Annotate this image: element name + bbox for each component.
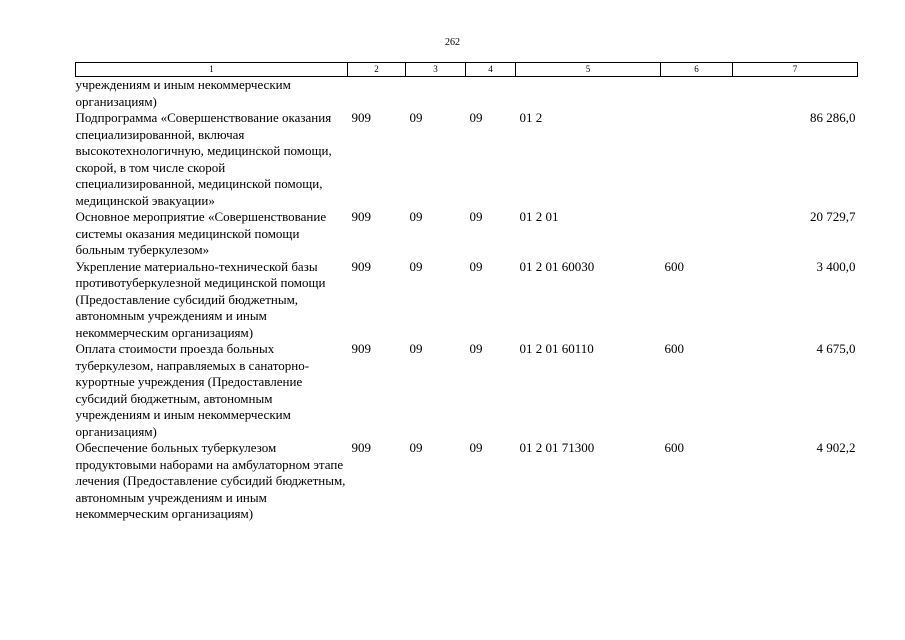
target-article-code: 01 2 01 60030 xyxy=(519,258,595,274)
amount: 86 286,0 xyxy=(810,110,856,125)
subsection-code: 09 xyxy=(469,258,483,274)
amount: 3 400,0 xyxy=(816,258,856,274)
expense-type-code: 600 xyxy=(664,258,684,274)
amount: 20 729,7 xyxy=(810,209,856,224)
column-number-row xyxy=(76,63,858,77)
column-number: 3 xyxy=(406,63,466,77)
section-code: 09 xyxy=(409,440,423,455)
amount xyxy=(733,77,858,111)
column-number: 5 xyxy=(516,63,661,77)
table-row xyxy=(76,341,858,440)
expense-type-code: 600 xyxy=(664,440,684,455)
expense-type-code xyxy=(661,209,733,259)
subsection-code xyxy=(466,77,516,111)
section-code: 09 xyxy=(409,209,423,224)
subsection-code: 09 xyxy=(469,110,483,125)
expense-type-code xyxy=(661,77,733,111)
table-row xyxy=(76,259,858,342)
target-article-code: 01 2 xyxy=(519,110,543,125)
page-number: 262 xyxy=(445,37,460,48)
table-row xyxy=(76,209,858,259)
target-article-code: 01 2 01 60110 xyxy=(519,341,594,356)
expense-type-code xyxy=(661,110,733,209)
expense-type-code: 600 xyxy=(664,341,684,356)
table-row xyxy=(76,110,858,209)
subsection-code: 09 xyxy=(469,209,483,224)
table-row xyxy=(76,77,858,111)
column-number: 7 xyxy=(733,63,858,77)
item-name: Подпрограмма «Совершенствование оказания специализированной, включая высокотехнологичную, медицинской помощи, скорой, в том числе скорой специализированной, медицинской помощи, медицинской эвакуации» xyxy=(75,110,332,208)
column-number: 6 xyxy=(661,63,733,77)
ministry-code: 909 xyxy=(351,440,371,455)
section-code xyxy=(406,77,466,111)
budget-table xyxy=(75,62,858,523)
section-code: 09 xyxy=(409,258,423,274)
ministry-code: 909 xyxy=(351,258,371,274)
target-article-code xyxy=(516,77,661,111)
section-code: 09 xyxy=(409,110,423,125)
item-name: Оплата стоимости проезда больных туберкулезом, направляемых в санаторно-курортные учреждения (Предоставление субсидий бюджетным, автономным учреждениям и иным некоммерческим организациям) xyxy=(75,341,310,439)
item-name: Обеспечение больных туберкулезом продуктовыми наборами на амбулаторном этапе лечения (Предоставление субсидий бюджетным, автономным учреждениям и иным некоммерческим организациям) xyxy=(75,440,346,521)
target-article-code: 01 2 01 71300 xyxy=(519,440,595,455)
amount: 4 902,2 xyxy=(816,440,856,455)
ministry-code: 909 xyxy=(351,341,371,356)
ministry-code: 909 xyxy=(351,110,371,125)
item-name: Основное мероприятие «Совершенствование системы оказания медицинской помощи больным туберкулезом» xyxy=(75,209,327,257)
item-name: Укрепление материально-технической базы противотуберкулезной медицинской помощи (Предоставление субсидий бюджетным, автономным учреждениям и иным некоммерческим организациям) xyxy=(75,258,326,340)
amount: 4 675,0 xyxy=(816,341,856,356)
column-number: 2 xyxy=(348,63,406,77)
ministry-code xyxy=(348,77,406,111)
column-number: 4 xyxy=(466,63,516,77)
column-number: 1 xyxy=(76,63,348,77)
table-row xyxy=(76,440,858,523)
ministry-code: 909 xyxy=(351,209,371,224)
subsection-code: 09 xyxy=(469,341,483,356)
subsection-code: 09 xyxy=(469,440,483,455)
item-name: учреждениям и иным некоммерческим организациям) xyxy=(75,77,291,109)
section-code: 09 xyxy=(409,341,423,356)
target-article-code: 01 2 01 xyxy=(519,209,559,224)
